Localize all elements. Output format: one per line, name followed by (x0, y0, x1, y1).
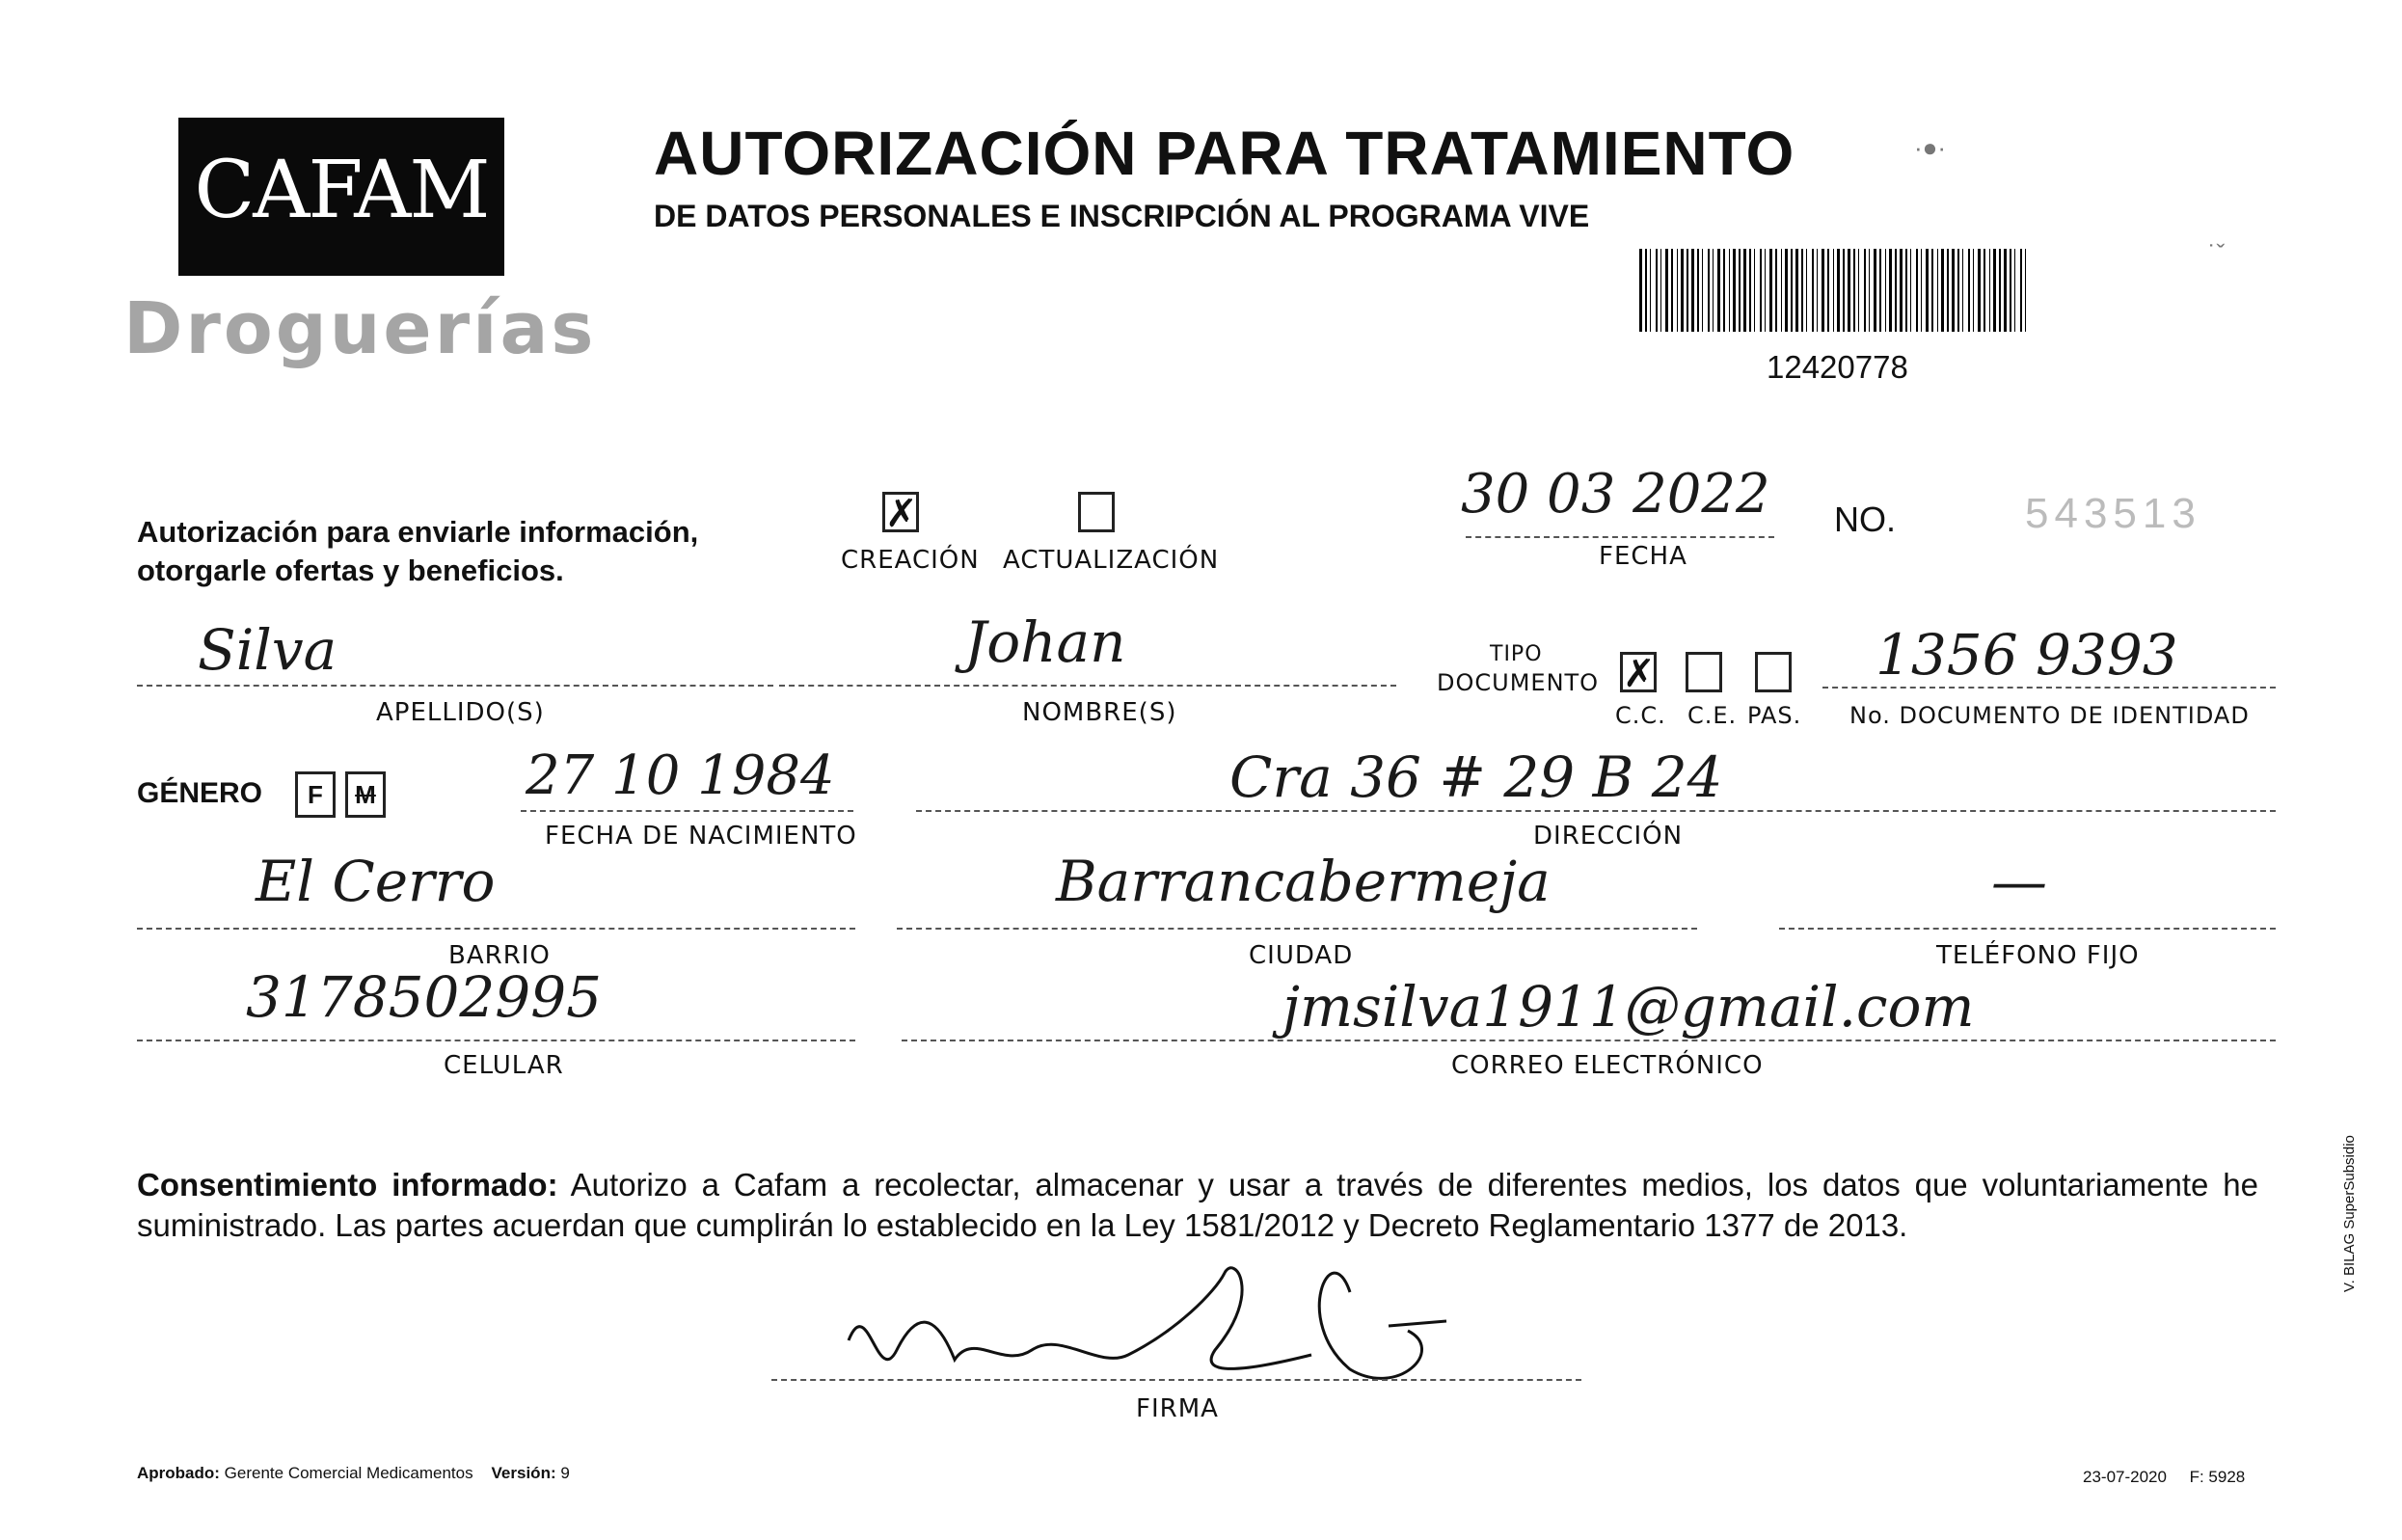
fecha-label: FECHA (1599, 542, 1687, 571)
barcode-bar (1702, 249, 1703, 332)
authorization-text (137, 513, 812, 590)
barcode-bar (1989, 249, 1990, 332)
barcode-bar (1853, 249, 1855, 332)
barcode-bar (1874, 249, 1876, 332)
scan-speck: ·●· (1914, 133, 1947, 162)
barcode-bar (2014, 249, 2015, 332)
side-vertical-text: V. BILAG SuperSubsidio (2341, 1135, 2358, 1292)
barcode-bar (1769, 249, 1772, 332)
creacion-label: CREACIÓN (841, 546, 980, 575)
barcode-bar (1639, 249, 1642, 332)
barcode-bar (1817, 249, 1818, 332)
barcode-bar (1926, 249, 1929, 332)
consent-text: Autorizo a Cafam a recolectar, almacenar y usar a través de diferentes medios, los datos que voluntariamente he suministrado. Las partes acuerdan que cumplirán lo establecido en la Ley 1581/2012 y Decreto Reglamentario 1377 de 2013. (137, 1167, 2258, 1243)
celular-line (137, 1040, 855, 1041)
ciudad-label: CIUDAD (1249, 941, 1354, 970)
tipo-label-1: TIPO (1490, 642, 1543, 666)
barcode-bar (2025, 249, 2026, 332)
documento-line (1822, 687, 2276, 689)
document-subtitle: DE DATOS PERSONALES E INSCRIPCIÓN AL PROGRAMA VIVE (654, 199, 1590, 233)
nombres-value: Johan (964, 609, 1126, 675)
barcode-bar (1869, 249, 1870, 332)
celular-label: CELULAR (444, 1051, 564, 1080)
logo-brand: CAFAM (194, 145, 489, 236)
barcode-bar (1822, 249, 1824, 332)
barcode-bar (1858, 249, 1859, 332)
barcode-bar (1921, 249, 1922, 332)
pas-label: PAS. (1747, 702, 1802, 729)
barrio-value: El Cerro (256, 849, 496, 914)
barcode-bar (1843, 249, 1845, 332)
firma-line (771, 1379, 1581, 1381)
barcode-bar (1978, 249, 1981, 332)
barcode-bar (1656, 249, 1658, 332)
barcode-bar (1677, 249, 1678, 332)
barcode-bar (1660, 249, 1661, 332)
correo-label: CORREO ELECTRÓNICO (1451, 1051, 1764, 1080)
documento-label: No. DOCUMENTO DE IDENTIDAD (1849, 702, 2250, 729)
barcode-bar (1806, 249, 1807, 332)
barcode-bar (1665, 249, 1668, 332)
barcode-bar (1754, 249, 1755, 332)
cc-checkbox[interactable]: ✗ (1620, 652, 1657, 692)
ciudad-line (897, 928, 1697, 930)
telefono-line (1779, 928, 2276, 930)
scan-speck: ˙ˇ (2208, 239, 2226, 268)
barcode-bar (1999, 249, 2001, 332)
barcode-bar (1681, 249, 1684, 332)
barcode-number: 12420778 (1767, 349, 1908, 385)
aprobado-label: Aprobado: (137, 1464, 220, 1482)
footer-date-code (2083, 1468, 2245, 1487)
barcode-bar (1889, 249, 1892, 332)
authorization-line-2: otorgarle ofertas y beneficios. (137, 554, 564, 587)
authorization-line-1: Autorización para enviarle información, (137, 515, 699, 549)
barcode-bar (1650, 249, 1651, 332)
barrio-line (137, 928, 855, 930)
genero-m-label: M (355, 780, 376, 809)
fecha-nacimiento-line (521, 810, 853, 812)
barcode-bar (1837, 249, 1840, 332)
barcode-bar (1801, 249, 1803, 332)
logo-subtitle: Droguerías (123, 287, 597, 370)
telefono-value: — (1991, 849, 2047, 914)
barcode-bar (1957, 249, 1959, 332)
fecha-value: 30 03 2022 (1461, 463, 1770, 526)
barcode-bar (1791, 249, 1793, 332)
aprobado-value: Gerente Comercial Medicamentos (224, 1464, 473, 1482)
consent-heading: Consentimiento informado: (137, 1167, 558, 1202)
barcode-bar (1848, 249, 1850, 332)
document-title: AUTORIZACIÓN PARA TRATAMIENTO (654, 119, 1795, 188)
barcode-bar (1781, 249, 1782, 332)
barcode-bar (1993, 249, 1996, 332)
correo-line (902, 1040, 2276, 1041)
barcode-bar (1962, 249, 1963, 332)
barcode-bar (1739, 249, 1741, 332)
version-label: Versión: (491, 1464, 556, 1482)
direccion-label: DIRECCIÓN (1533, 822, 1684, 851)
barcode-bar (1916, 249, 1918, 332)
barcode-bar (1827, 249, 1829, 332)
barcode-bar (1812, 249, 1814, 332)
barcode-bar (1749, 249, 1751, 332)
barcode-bar (1900, 249, 1903, 332)
barcode-bar (1645, 249, 1647, 332)
cc-label: C.C. (1615, 702, 1666, 729)
numero-label: NO. (1834, 500, 1897, 539)
barcode-bar (1984, 249, 1985, 332)
barcode-bar (1691, 249, 1694, 332)
barcode-bar (1952, 249, 1955, 332)
barcode-bar (2004, 249, 2007, 332)
fecha-nacimiento-label: FECHA DE NACIMIENTO (545, 822, 857, 851)
barcode-bar (1729, 249, 1730, 332)
barcode-bar (1733, 249, 1736, 332)
barcode-bar (1905, 249, 1907, 332)
ce-label: C.E. (1687, 702, 1738, 729)
barcode-bar (1717, 249, 1720, 332)
footer-code: F: 5928 (2189, 1468, 2246, 1486)
barcode-bar (1785, 249, 1788, 332)
barcode-bar (1879, 249, 1881, 332)
barcode-bar (1941, 249, 1944, 332)
documento-value: 1356 9393 (1876, 622, 2178, 688)
ciudad-value: Barrancabermeja (1056, 849, 1551, 914)
fecha-nacimiento-value: 27 10 1984 (526, 744, 835, 807)
genero-f-checkbox[interactable] (295, 771, 336, 818)
creacion-checkbox[interactable]: ✗ (882, 492, 919, 532)
barcode-bar (1947, 249, 1949, 332)
genero-m-checkbox[interactable] (345, 771, 386, 818)
tipo-label-2: DOCUMENTO (1437, 669, 1600, 696)
telefono-label: TELÉFONO FIJO (1936, 941, 2140, 970)
barcode-bar (1765, 249, 1766, 332)
barcode-bar (1931, 249, 1933, 332)
apellidos-line (137, 685, 773, 687)
direccion-line (916, 810, 2276, 812)
barcode-bar (1895, 249, 1897, 332)
signature (810, 1234, 1562, 1398)
barcode-bar (2010, 249, 2011, 332)
barcode-bar (1760, 249, 1762, 332)
celular-value: 3178502995 (246, 964, 603, 1030)
apellidos-label: APELLIDO(S) (376, 698, 545, 727)
ce-checkbox[interactable] (1686, 652, 1722, 692)
barrio-label: BARRIO (448, 941, 551, 970)
direccion-value: Cra 36 # 29 B 24 (1229, 744, 1723, 810)
barcode-bar (1713, 249, 1714, 332)
footer-approval (137, 1464, 570, 1483)
barcode-bar (1973, 249, 1974, 332)
barcode-bar (1775, 249, 1777, 332)
version-value: 9 (560, 1464, 570, 1482)
barcode-bar (1885, 249, 1886, 332)
apellidos-value: Silva (198, 617, 337, 683)
barcode-bar (1864, 249, 1866, 332)
genero-label: GÉNERO (137, 777, 263, 809)
barcode-bar (2020, 249, 2022, 332)
correo-value: jmsilva1911@gmail.com (1282, 974, 1975, 1040)
barcode-bar (1671, 249, 1673, 332)
firma-label: FIRMA (1136, 1394, 1219, 1423)
actualizacion-label: ACTUALIZACIÓN (1003, 546, 1220, 575)
barcode-bar (1833, 249, 1834, 332)
barcode-bar (1795, 249, 1798, 332)
barcode-bar (1697, 249, 1699, 332)
genero-f-label: F (308, 780, 323, 809)
barcode-bar (1687, 249, 1688, 332)
barcode-bar (1708, 249, 1710, 332)
barcode-bar (1910, 249, 1911, 332)
nombres-label: NOMBRE(S) (1022, 698, 1177, 727)
barcode-bar (1723, 249, 1725, 332)
actualizacion-checkbox[interactable] (1078, 492, 1115, 532)
barcode (1639, 249, 2029, 332)
barcode-bar (1937, 249, 1938, 332)
footer-date: 23-07-2020 (2083, 1468, 2167, 1486)
fecha-line (1466, 536, 1774, 538)
pas-checkbox[interactable] (1755, 652, 1792, 692)
nombres-line (779, 685, 1396, 687)
barcode-bar (1968, 249, 1970, 332)
barcode-bar (1743, 249, 1746, 332)
numero-value: 543513 (2025, 490, 2201, 537)
